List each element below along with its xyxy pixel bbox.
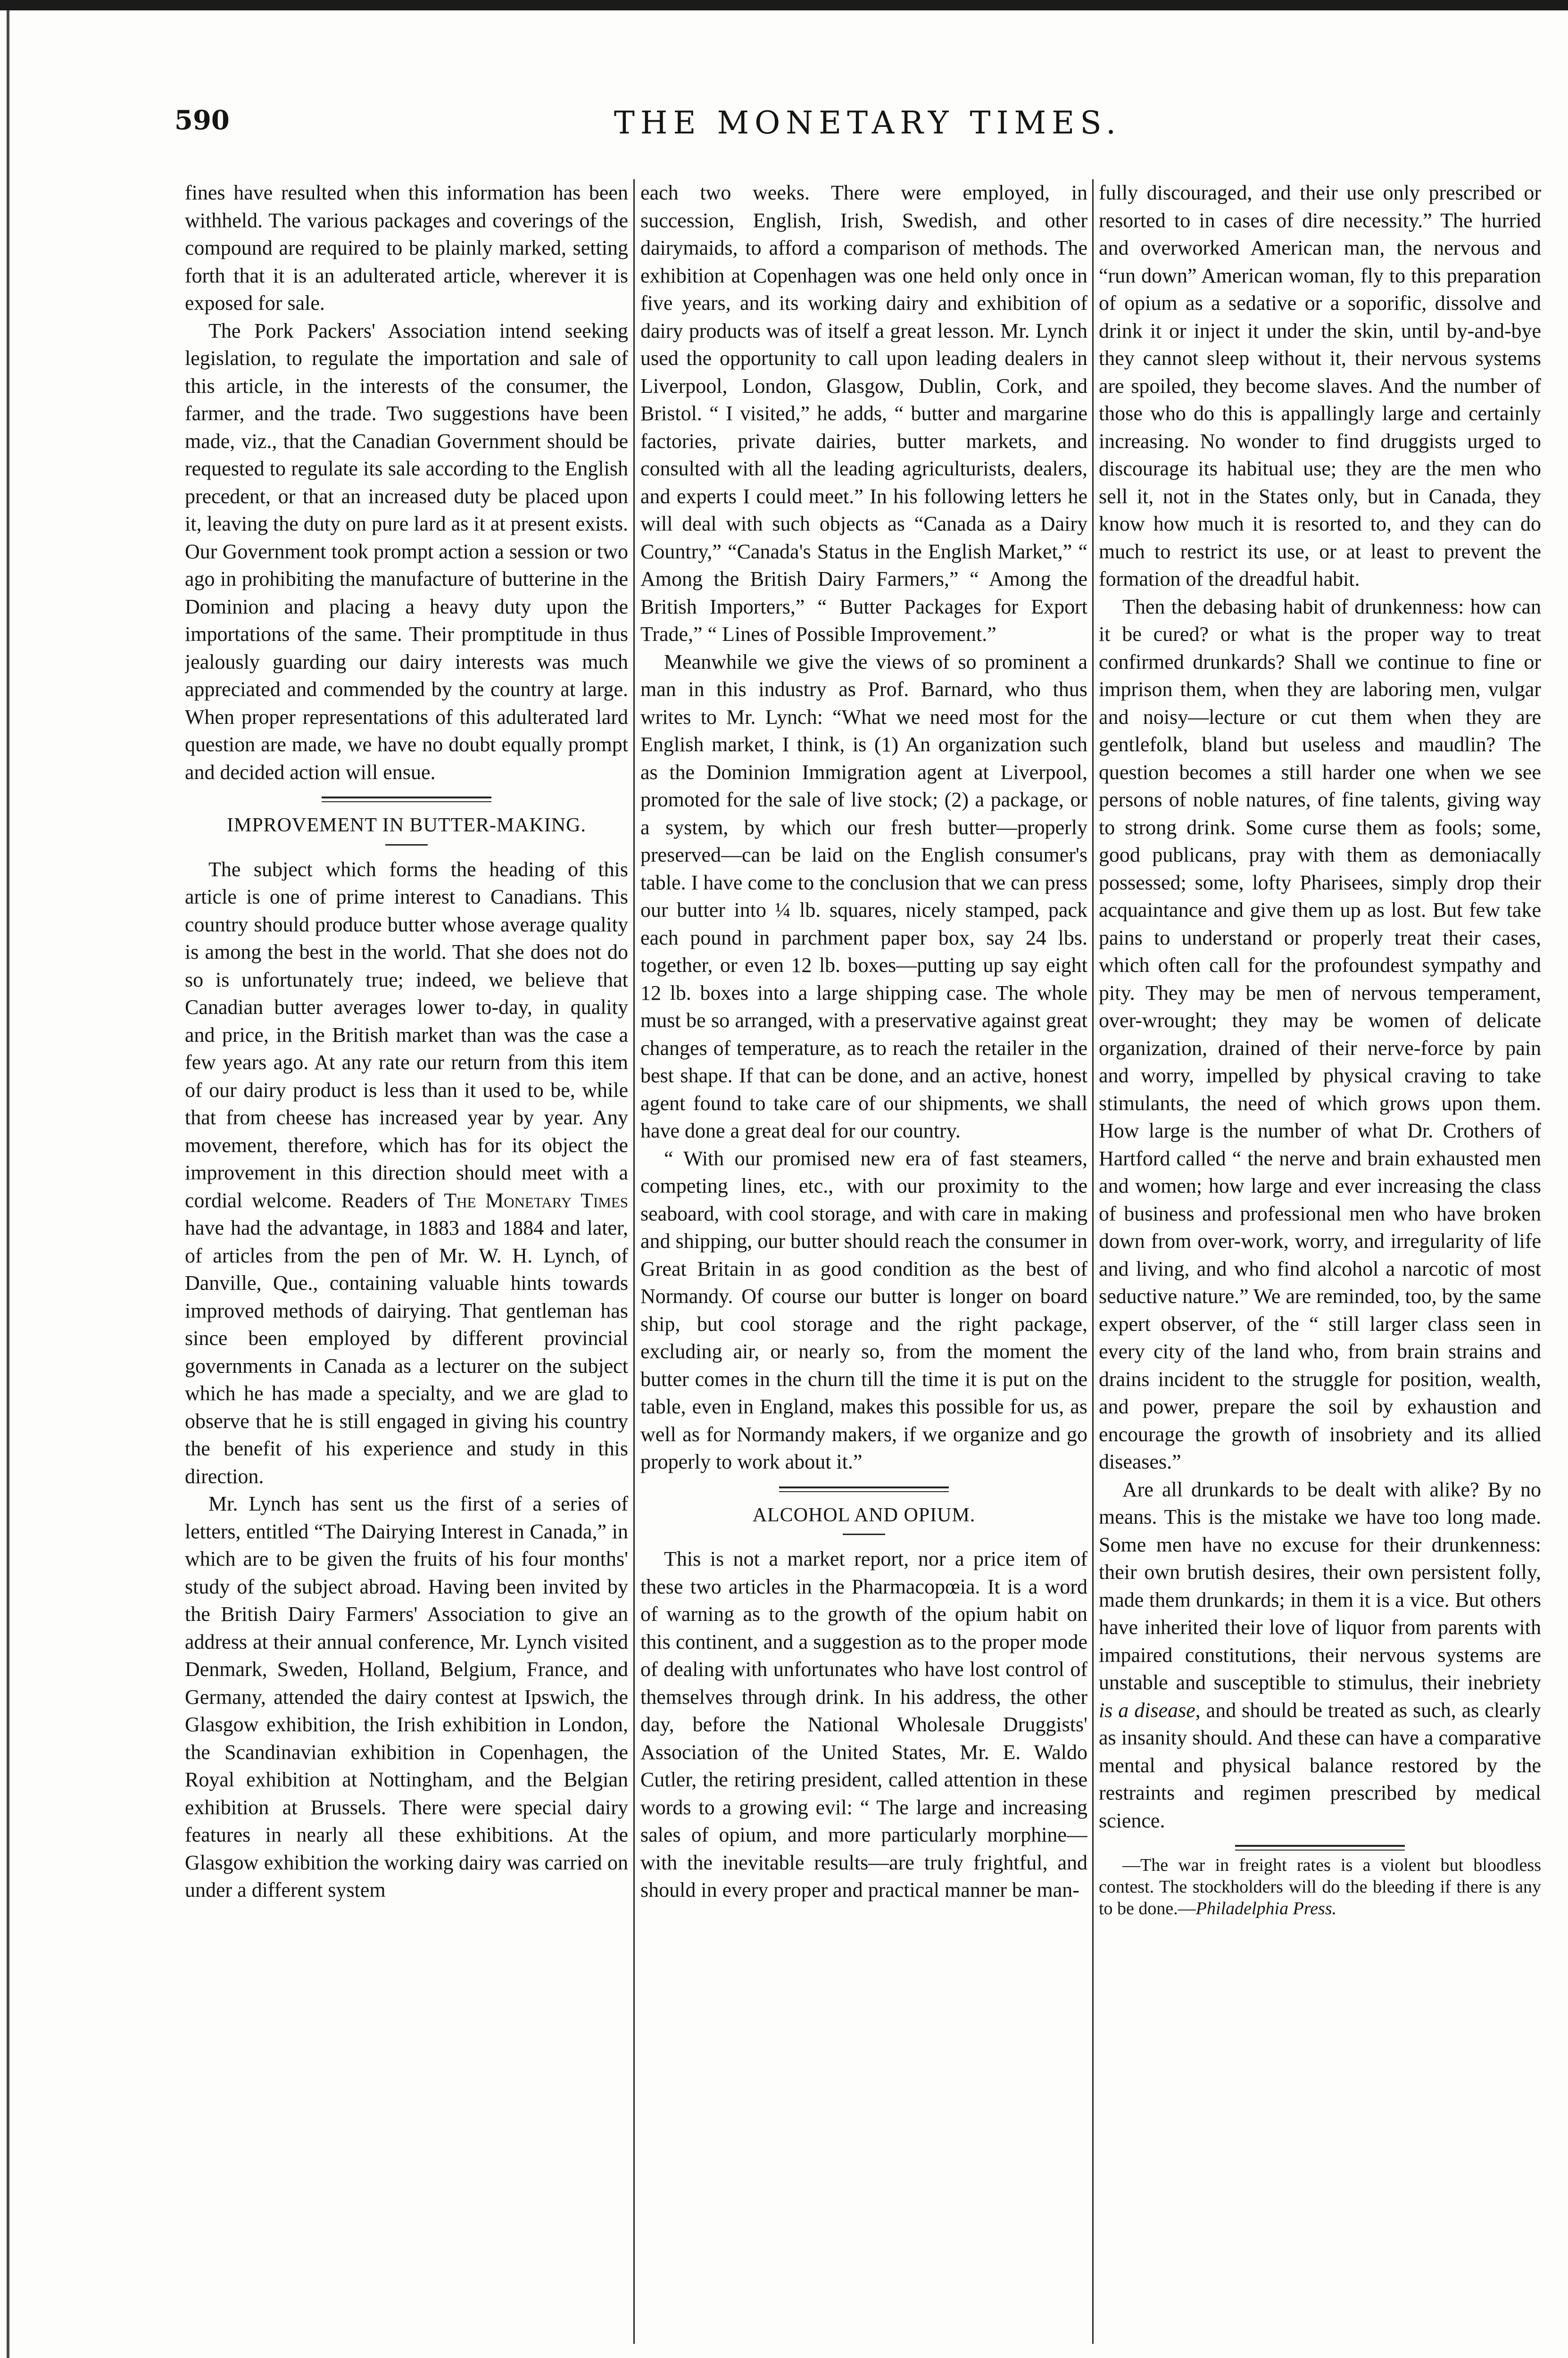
masthead-title: THE MONETARY TIMES. — [614, 105, 1122, 141]
paragraph: Mr. Lynch has sent us the first of a series of letters, entitled “The Dairying Interest in Canada,” in which are to be given the fruits of his four months' study of the subject abroad. Having been invited by the British Dairy Farmers' Association to give an address at their annual conference, Mr. Lynch visited Denmark, Sweden, Holland, Belgium, France, and Germany, attended the dairy contest at Ipswich, the Glasgow exhibition, the Irish exhibition in London, the Scandinavian exhibition in Copenhagen, the Royal exhibition at Nottingham, and the Belgian exhibition at Brussels. There were special dairy features in nearly all these exhibitions. At the Glasgow exhibition the working dairy was carried on under a different system — [185, 1492, 628, 1901]
footnote-text: —The war in freight rates is a violent but bloodless contest. The stockholders will do the bleeding if there is any to be done.— — [1099, 1855, 1541, 1918]
publication-name: The Monetary Times — [444, 1188, 628, 1212]
paragraph-text: have had the advantage, in 1883 and 1884 and later, of articles from the pen of Mr. W. H. Lynch, of Danville, Que., containing valuable hints towards improved methods of dairying. That gentleman has since been employed by different provincial governments in Canada as a lecturer on the subject which he has made a specialty, and we are glad to observe that he is still engaged in giving his country the benefit of his experience and study in this direction. — [185, 1216, 628, 1488]
paragraph-text: , and should be treated as such, as clearly as insanity should. And these can have a comparative mental and physical balance restored by the restraints and regimen prescribed by medical science. — [1099, 1698, 1541, 1832]
column-3 — [1099, 179, 1541, 2358]
double-rule-divider — [779, 1486, 949, 1492]
paragraph-text: The subject which forms the heading of this article is one of prime interest to Canadians. This country should produce butter whose average quality is among the best in the world. That she does not do so is unfortunately true; indeed, we believe that Canadian butter averages lower to-day, in quality and price, in the British market than was the case a few years ago. At any rate our return from this item of our dairy product is less than it used to be, while that from cheese has increased year by year. Any movement, therefore, which has for its object the improvement in this direction should meet with a cordial welcome. Readers of — [185, 857, 628, 1212]
double-rule-divider — [1235, 1845, 1405, 1851]
article-heading-alcohol: ALCOHOL AND OPIUM. — [752, 1504, 976, 1526]
paragraph: The Pork Packers' Association intend seeking legislation, to regulate the importation and sale of this article, in the interests of the consumer, the farmer, and the trade. Two suggestions have been made, viz., that the Canadian Government should be requested to regulate its sale according to the English precedent, or that an increased duty be placed upon it, leaving the duty on pure lard as it at present exists. Our Government took prompt action a session or two ago in prohibiting the manufacture of butterine in the Dominion and placing a heavy duty upon the importations of the same. Their promptitude in thus jealously guarding our dairy interests was much appreciated and commended by the country at large. When proper representations of this adulterated lard question are made, we have no doubt equally prompt and decided action will ensue. — [185, 319, 628, 784]
paragraph: Then the debasing habit of drunkenness: how can it be cured? or what is the proper way to treat confirmed drunkards? Shall we continue to fine or imprison them, when they are laboring men, vulgar and noisy—lecture or cut them when they are gentlefolk, bland but useless and maudlin? The question becomes a still harder one when we see persons of noble natures, of fine talents, giving way to strong drink. Some curse them as fools; some, good publicans, pray with them as demoniacally possessed; some, lofty Pharisees, simply drop their acquaintance and give them up as lost. But few take pains to understand or properly treat their cases, which often call for the profoundest sympathy and pity. They may be men of nervous temperament, over-wrought; they may be women of delicate organization, drained of their nerve-force by pain and worry, impelled by physical craving to take stimulants, the need of which grows upon them. How large is the number of what Dr. Crothers of Hartford called “ the nerve and brain exhausted men and women; how large and ever increasing the class of business and professional men who have broken down from over-work, worry, and irregularity of life and living, and who find alcohol a narcotic of most seductive nature.” We are reminded, too, by the same expert observer, of the “ still larger class seen in every city of the land who, from brain strains and drains incident to the struggle for position, wealth, and power, prepare the soil by exhaustion and encourage the growth of insobriety and its allied diseases.” — [1099, 595, 1541, 1473]
column-1 — [185, 179, 628, 2358]
footnote-quote — [1099, 1854, 1541, 1919]
column-rule — [1092, 179, 1094, 2344]
paragraph — [185, 856, 628, 1491]
double-rule-divider — [322, 797, 491, 802]
short-rule-divider — [385, 844, 428, 846]
paragraph: each two weeks. There were employed, in succession, English, Irish, Swedish, and other dairymaids, to afford a comparison of methods. The exhibition at Copenhagen was one held only once in five years, and its working dairy and exhibition of dairy products was of itself a great lesson. Mr. Lynch used the opportunity to call upon leading dealers in Liverpool, London, Glasgow, Dublin, Cork, and Bristol. “ I visited,” he adds, “ butter and margarine factories, private dairies, butter markets, and consulted with all the leading agriculturists, dealers, and experts I could meet.” In his following letters he will deal with such objects as “Canada as a Dairy Country,” “Canada's Status in the English Market,” “ Among the British Dairy Farmers,” “ Among the British Importers,” “ Butter Packages for Export Trade,” “ Lines of Possible Improvement.” — [640, 181, 1087, 646]
paragraph — [1099, 1476, 1541, 1835]
italic-phrase: is a disease — [1099, 1698, 1195, 1722]
column-rule — [633, 179, 635, 2344]
page-number: 590 — [174, 105, 230, 136]
paragraph: This is not a market report, nor a price item of these two articles in the Pharmacopœia. It is a word of warning as to the growth of the opium habit on this continent, and a suggestion as to the proper mode of dealing with unfortunates who have lost control of themselves through drink. In his address, the other day, before the National Wholesale Druggists' Association of the United States, Mr. E. Waldo Cutler, the retiring president, called attention in these words to a growing evil: “ The large and increasing sales of opium, and more particularly morphine—with the inevitable results—are truly frightful, and should in every proper and practical manner be man- — [640, 1547, 1087, 1901]
paragraph: Meanwhile we give the views of so prominent a man in this industry as Prof. Barnard, who thus writes to Mr. Lynch: “What we need most for the English market, I think, is (1) An organization such as the Dominion Immigration agent at Liverpool, promoted for the sale of live stock; (2) a package, or a system, by which our fresh butter—properly preserved—can be laid on the English consumer's table. I have come to the conclusion that we can press our butter into ¼ lb. squares, nicely stamped, pack each pound in parchment paper box, say 24 lbs. together, or even 12 lb. boxes—putting up say eight 12 lb. boxes into a large shipping case. The whole must be so arranged, with a preservative against great changes of temperature, as to reach the retailer in the best shape. If that can be done, and an active, honest agent found to take care of our shipments, we shall have done a great deal for our country. — [640, 650, 1087, 1142]
article-heading-butter: IMPROVEMENT IN BUTTER-MAKING. — [226, 814, 587, 836]
scan-binding-edge — [7, 10, 9, 2358]
scan-top-border — [0, 0, 1568, 10]
footnote-source: Philadelphia Press. — [1195, 1899, 1337, 1918]
paragraph: fines have resulted when this information has been withheld. The various packages and coverings of the compound are required to be plainly marked, setting forth that it is an adulterated article, wherever it is exposed for sale. — [185, 181, 628, 315]
short-rule-divider — [843, 1534, 885, 1535]
paragraph: fully discouraged, and their use only prescribed or resorted to in cases of dire necessity.” The hurried and overworked American man, the nervous and “run down” American woman, fly to this preparation of opium as a sedative or a soporific, dissolve and drink it or inject it under the skin, until by-and-bye they cannot sleep without it, their nervous systems are spoiled, they become slaves. And the number of those who do this is appallingly large and certainly increasing. No wonder to find druggists urged to discourage its habitual use; they are the men who sell it, not in the States only, but in Canada, they know how much it is resorted to, and they can do much to restrict its use, or at least to prevent the formation of the dreadful habit. — [1099, 181, 1541, 590]
paragraph: “ With our promised new era of fast steamers, competing lines, etc., with our proximity to the seaboard, with cool storage, and with care in making and shipping, our butter should reach the consumer in Great Britain in as good condition as the best of Normandy. Of course our butter is longer on board ship, but cool storage and the right package, excluding air, or nearly so, from the moment the butter comes in the churn till the time it is put on the table, even in England, makes this possible for us, as well as for Normandy makers, if we organize and go properly to work about it.” — [640, 1146, 1087, 1473]
paragraph-text: Are all drunkards to be dealt with alike? By no means. This is the mistake we have too long made. Some men have no excuse for their drunkenness: their own brutish desires, their own persistent folly, made them drunkards; in them it is a vice. But others have inherited their love of liquor from parents with impaired constitutions, their nervous systems are unstable and susceptible to stimulus, their inebriety — [1099, 1478, 1541, 1694]
column-2 — [640, 179, 1087, 2358]
